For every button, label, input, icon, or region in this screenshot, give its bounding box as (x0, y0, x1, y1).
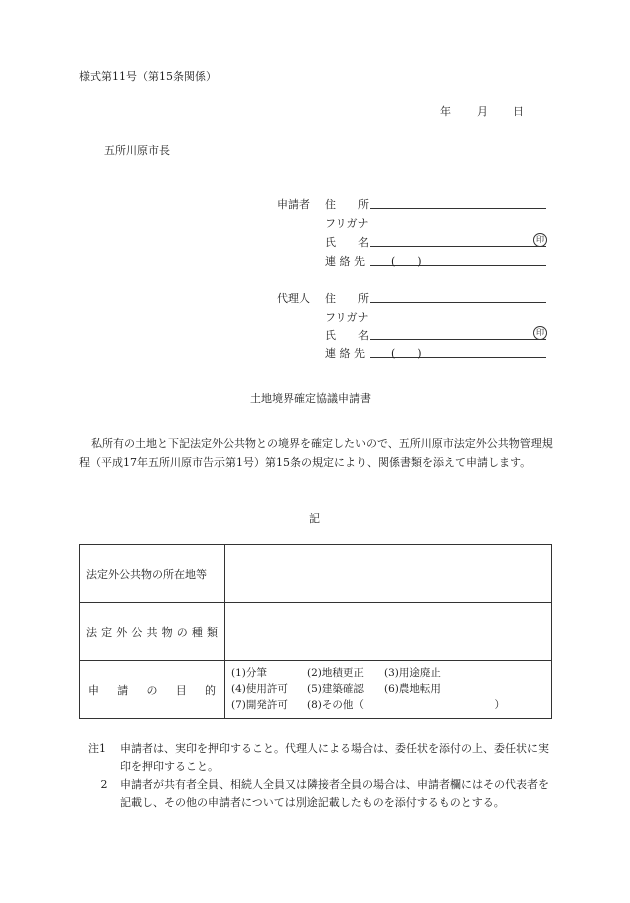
agent-furigana-label: フリガナ (325, 311, 369, 324)
agent-contact-paren: ( ) (391, 347, 422, 360)
date-year-label: 年 (440, 105, 451, 118)
addressee: 五所川原市長 (104, 144, 170, 157)
agent-seal-mark: 印 (533, 326, 547, 340)
applicant-name-label: 氏 名 (325, 236, 369, 249)
note-2-text: 申請者が共有者全員、相続人全員又は隣接者全員の場合は、申請者欄にはその代表者を記載し、その他の申請者については別途記載したものを添付するものとする。 (120, 778, 549, 809)
ki-label: 記 (309, 512, 320, 525)
document-title: 土地境界確定協議申請書 (250, 392, 371, 405)
body-paragraph: 私所有の土地と下記法定外公共物との境界を確定したいので、五所川原市法定外公共物管理規程（平成17年五所川原市告示第1号）第15条の規定により、関係書類を添えて申請します。 (79, 437, 553, 469)
agent-name-line[interactable] (370, 339, 546, 340)
agent-address-label: 住 所 (325, 292, 369, 305)
applicant-contact-paren: ( ) (391, 255, 422, 268)
table-row-location (80, 545, 552, 603)
agent-role: 代理人 (277, 292, 310, 305)
purpose-option-5[interactable]: (5)建築確認 (307, 683, 364, 695)
purpose-other-close: ） (494, 699, 505, 711)
applicant-address-label: 住 所 (325, 198, 369, 211)
purpose-option-7[interactable]: (7)開発許可 (231, 699, 288, 711)
purpose-option-1[interactable]: (1)分筆 (231, 667, 267, 679)
date-day-label: 日 (513, 105, 524, 118)
applicant-address-line[interactable] (370, 208, 546, 209)
purpose-option-4[interactable]: (4)使用許可 (231, 683, 288, 695)
note-1 (88, 740, 550, 776)
form-number: 様式第11号（第15条関係） (79, 70, 217, 83)
type-value-cell[interactable] (225, 603, 552, 661)
notes-section (88, 740, 550, 812)
table-row-type (80, 603, 552, 661)
applicant-seal-mark: 印 (533, 233, 547, 247)
applicant-contact-label: 連 絡 先 (325, 255, 365, 268)
note-2-mark: 2 (100, 778, 108, 791)
purpose-option-8[interactable]: (8)その他（ (307, 699, 364, 711)
purpose-option-2[interactable]: (2)地積更正 (307, 667, 364, 679)
agent-contact-label: 連 絡 先 (325, 347, 365, 360)
purpose-option-3[interactable]: (3)用途廃止 (384, 667, 441, 679)
applicant-role: 申請者 (277, 198, 310, 211)
table-row-purpose (80, 661, 552, 719)
purpose-options-cell (225, 661, 552, 719)
type-label: 法 定 外 公 共 物 の 種 類 (86, 625, 218, 639)
note-1-mark: 注1 (88, 742, 106, 755)
note-1-text: 申請者は、実印を押印すること。代理人による場合は、委任状を添付の上、委任状に実印を押印すること。 (120, 742, 549, 773)
purpose-option-6[interactable]: (6)農地転用 (384, 683, 441, 695)
purpose-label: 申 請 の 目 的 (88, 683, 216, 697)
location-label: 法定外公共物の所在地等 (80, 545, 225, 603)
note-2 (88, 776, 550, 812)
applicant-name-line[interactable] (370, 246, 546, 247)
application-table (79, 544, 552, 719)
agent-address-line[interactable] (370, 302, 546, 303)
date-month-label: 月 (477, 105, 488, 118)
agent-name-label: 氏 名 (325, 329, 369, 342)
applicant-furigana-label: フリガナ (325, 217, 369, 230)
location-value-cell[interactable] (225, 545, 552, 603)
